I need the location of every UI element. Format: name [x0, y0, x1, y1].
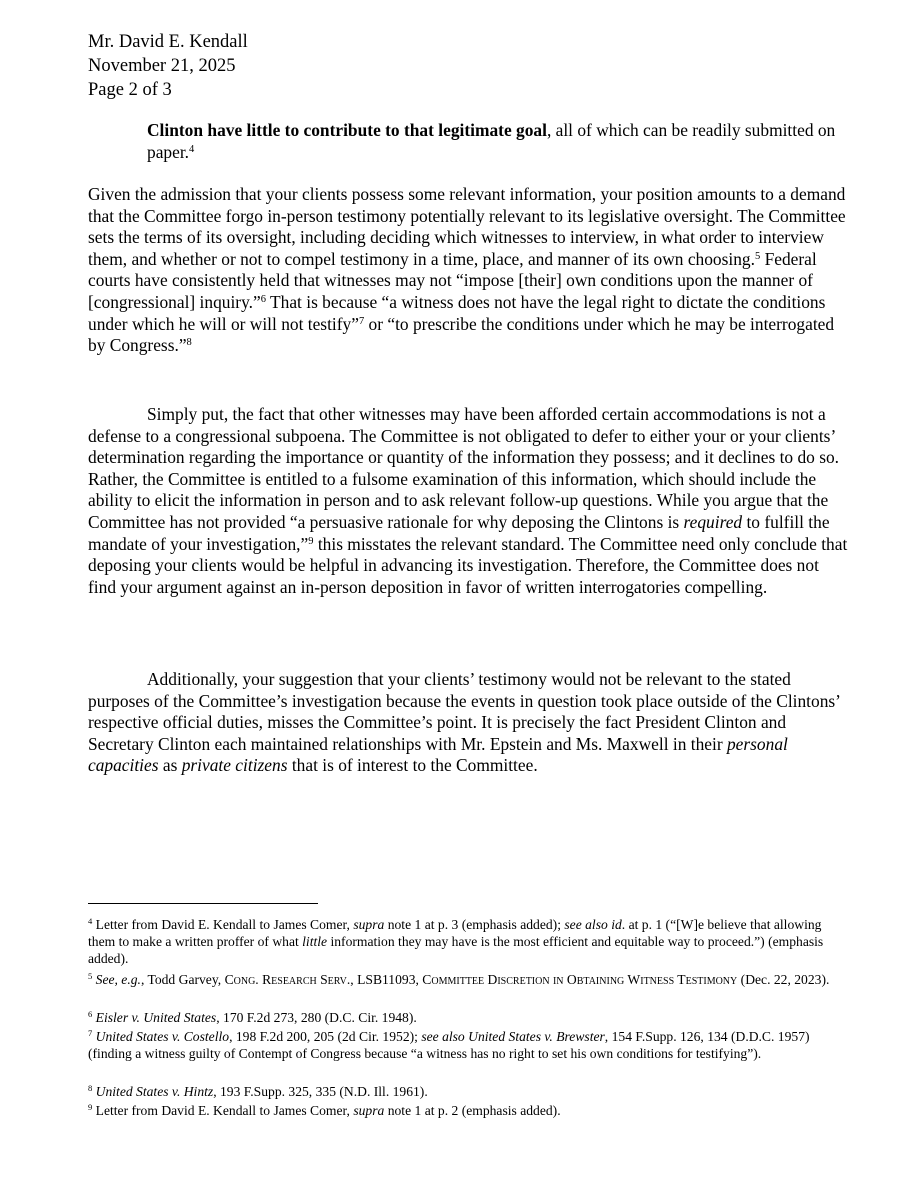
- footnote-8-number: 8: [88, 1083, 93, 1093]
- footnote-8-text: , 193 F.Supp. 325, 335 (N.D. Ill. 1961).: [213, 1084, 428, 1099]
- footnote-7: [88, 1028, 848, 1062]
- footnote-7-emphasis-b: see also United States v. Brewster: [421, 1029, 605, 1044]
- footnote-7-number: 7: [88, 1028, 93, 1038]
- footnote-5-number: 5: [88, 971, 93, 981]
- footnote-ref-8: 8: [186, 337, 192, 349]
- paragraph-3-text-a: Additionally, your suggestion that your clients’ testimony would not be relevant to the stated purposes of the Committee’s investigation because the events in question took place outside of the Clintons’ respective official duties, misses the Committee’s point. It is precisely the fact President Clinton and Secretary Clinton each maintained relationships with Mr. Epstein and Ms. Maxwell in their: [88, 669, 840, 754]
- paragraph-2-text-a: Simply put, the fact that other witnesses may have been afforded certain accommodations is not a defense to a congressional subpoena. The Committee is not obligated to defer to either your or your clients’ determination regarding the importance or quantity of the information they possess; and it declines to do so. Rather, the Committee is entitled to a fulsome examination of this information, which should include the ability to elicit the information in person and to ask relevant follow-up questions. While you argue that the Committee has not provided “a persuasive rationale for why deposing the Clintons is: [88, 404, 839, 532]
- footnote-6-text: , 170 F.2d 273, 280 (D.C. Cir. 1948).: [216, 1010, 417, 1025]
- footnote-7-text-a: , 198 F.2d 200, 205 (2d Cir. 1952);: [229, 1029, 422, 1044]
- footnote-ref-4: 4: [189, 143, 195, 155]
- footnote-5-text-b: , LSB11093,: [350, 972, 423, 987]
- footnote-7-emphasis-a: United States v. Costello: [92, 1029, 230, 1044]
- paragraph-1: [88, 184, 848, 357]
- quote-bold-text: Clinton have little to contribute to that legitimate goal: [147, 120, 547, 140]
- footnote-4-emphasis-c: little: [302, 934, 328, 950]
- letter-header: [88, 30, 248, 102]
- footnote-5-text-c: (Dec. 22, 2023).: [737, 972, 830, 987]
- quote-text: , all of which can be readily submitted on paper.: [147, 120, 836, 162]
- footnote-4-emphasis-b: see also id: [564, 917, 622, 932]
- footnote-4-text-d: information they may have is the most efficient and equitable way to proceed.”) (emphasis added).: [88, 934, 824, 967]
- footnote-7-text-b: , 154 F.Supp. 126, 134 (D.D.C. 1957) (finding a witness guilty of Contempt of Congress because “a witness has no right to set his own conditions for testifying”).: [88, 1029, 810, 1062]
- paragraph-2-text-c: this misstates the relevant standard. The Committee need only conclude that deposing your clients would be helpful in advancing its investigation. Therefore, the Committee does not find your argument against an in-person deposition in favor of written interrogatories compelling.: [88, 533, 848, 597]
- footnote-5: [88, 971, 848, 988]
- paragraph-3-text-c: that is of interest to the Committee.: [287, 755, 538, 776]
- footnote-9-text-a: Letter from David E. Kendall to James Comer,: [92, 1103, 354, 1118]
- footnote-6-emphasis: Eisler v. United States: [92, 1010, 217, 1025]
- paragraph-1-text-d: or “to prescribe the conditions under which he may be interrogated by Congress.”: [88, 313, 835, 356]
- footnote-9: [88, 1102, 848, 1119]
- footnote-5-smallcaps-b: Committee Discretion in Obtaining Witness Testimony: [422, 972, 738, 987]
- paragraph-3-text-b: as: [158, 755, 182, 776]
- footnote-ref-9: 9: [308, 535, 314, 547]
- footnote-4-number: 4: [88, 916, 93, 926]
- header-recipient: Mr. David E. Kendall: [88, 32, 248, 52]
- footnote-9-emphasis: supra: [353, 1103, 385, 1118]
- header-page-number: Page 2 of 3: [88, 80, 172, 100]
- paragraph-3: [88, 669, 848, 777]
- footnote-4-text-a: Letter from David E. Kendall to James Comer,: [92, 917, 354, 932]
- paragraph-3-emphasis-a: personal capacities: [88, 733, 788, 776]
- footnote-4-text-b: note 1 at p. 3 (emphasis added);: [384, 917, 565, 932]
- footnote-ref-7: 7: [358, 315, 365, 327]
- footnote-4: [88, 916, 848, 968]
- paragraph-2: [88, 404, 848, 598]
- footnote-divider: [88, 903, 318, 904]
- footnote-8-emphasis: United States v. Hintz: [92, 1084, 214, 1099]
- footnote-9-text-b: note 1 at p. 2 (emphasis added).: [384, 1103, 561, 1118]
- paragraph-1-text-b: Federal courts have consistently held that witnesses may not “impose [their] own conditions upon the manner of [congressional] inquiry.”: [88, 248, 817, 312]
- footnote-4-emphasis-a: supra: [353, 917, 385, 932]
- paragraph-3-emphasis-b: private citizens: [181, 755, 288, 776]
- footnote-5-smallcaps-a: Cong. Research Serv.: [224, 972, 351, 987]
- paragraph-2-text-b: to fulfill the mandate of your investigation,”: [88, 511, 830, 554]
- paragraph-1-text-c: That is because “a witness does not have the legal right to dictate the conditions under which he will or will not testify”: [88, 291, 826, 334]
- footnote-6: [88, 1009, 848, 1026]
- footnote-ref-6: 6: [260, 293, 266, 305]
- block-quote: [147, 120, 847, 163]
- footnote-9-number: 9: [88, 1102, 93, 1112]
- footnote-5-emphasis: See, e.g.: [92, 972, 141, 987]
- footnote-4-text-c: . at p. 1 (“[W]e believe that allowing them to make a written proffer of what: [88, 917, 822, 950]
- footnote-8: [88, 1083, 848, 1100]
- paragraph-2-emphasis: required: [683, 511, 743, 532]
- footnote-6-number: 6: [88, 1009, 93, 1019]
- header-date: November 21, 2025: [88, 56, 236, 76]
- footnote-ref-5: 5: [754, 250, 761, 262]
- footnote-5-text-a: , Todd Garvey,: [140, 972, 225, 987]
- paragraph-1-text-a: Given the admission that your clients possess some relevant information, your position amounts to a demand that the Committee forgo in-person testimony potentially relevant to its legislative oversight. The Committee sets the terms of its oversight, including deciding which witnesses to interview, in what order to interview them, and whether or not to compel testimony in a time, place, and manner of its own choosing.: [88, 184, 846, 269]
